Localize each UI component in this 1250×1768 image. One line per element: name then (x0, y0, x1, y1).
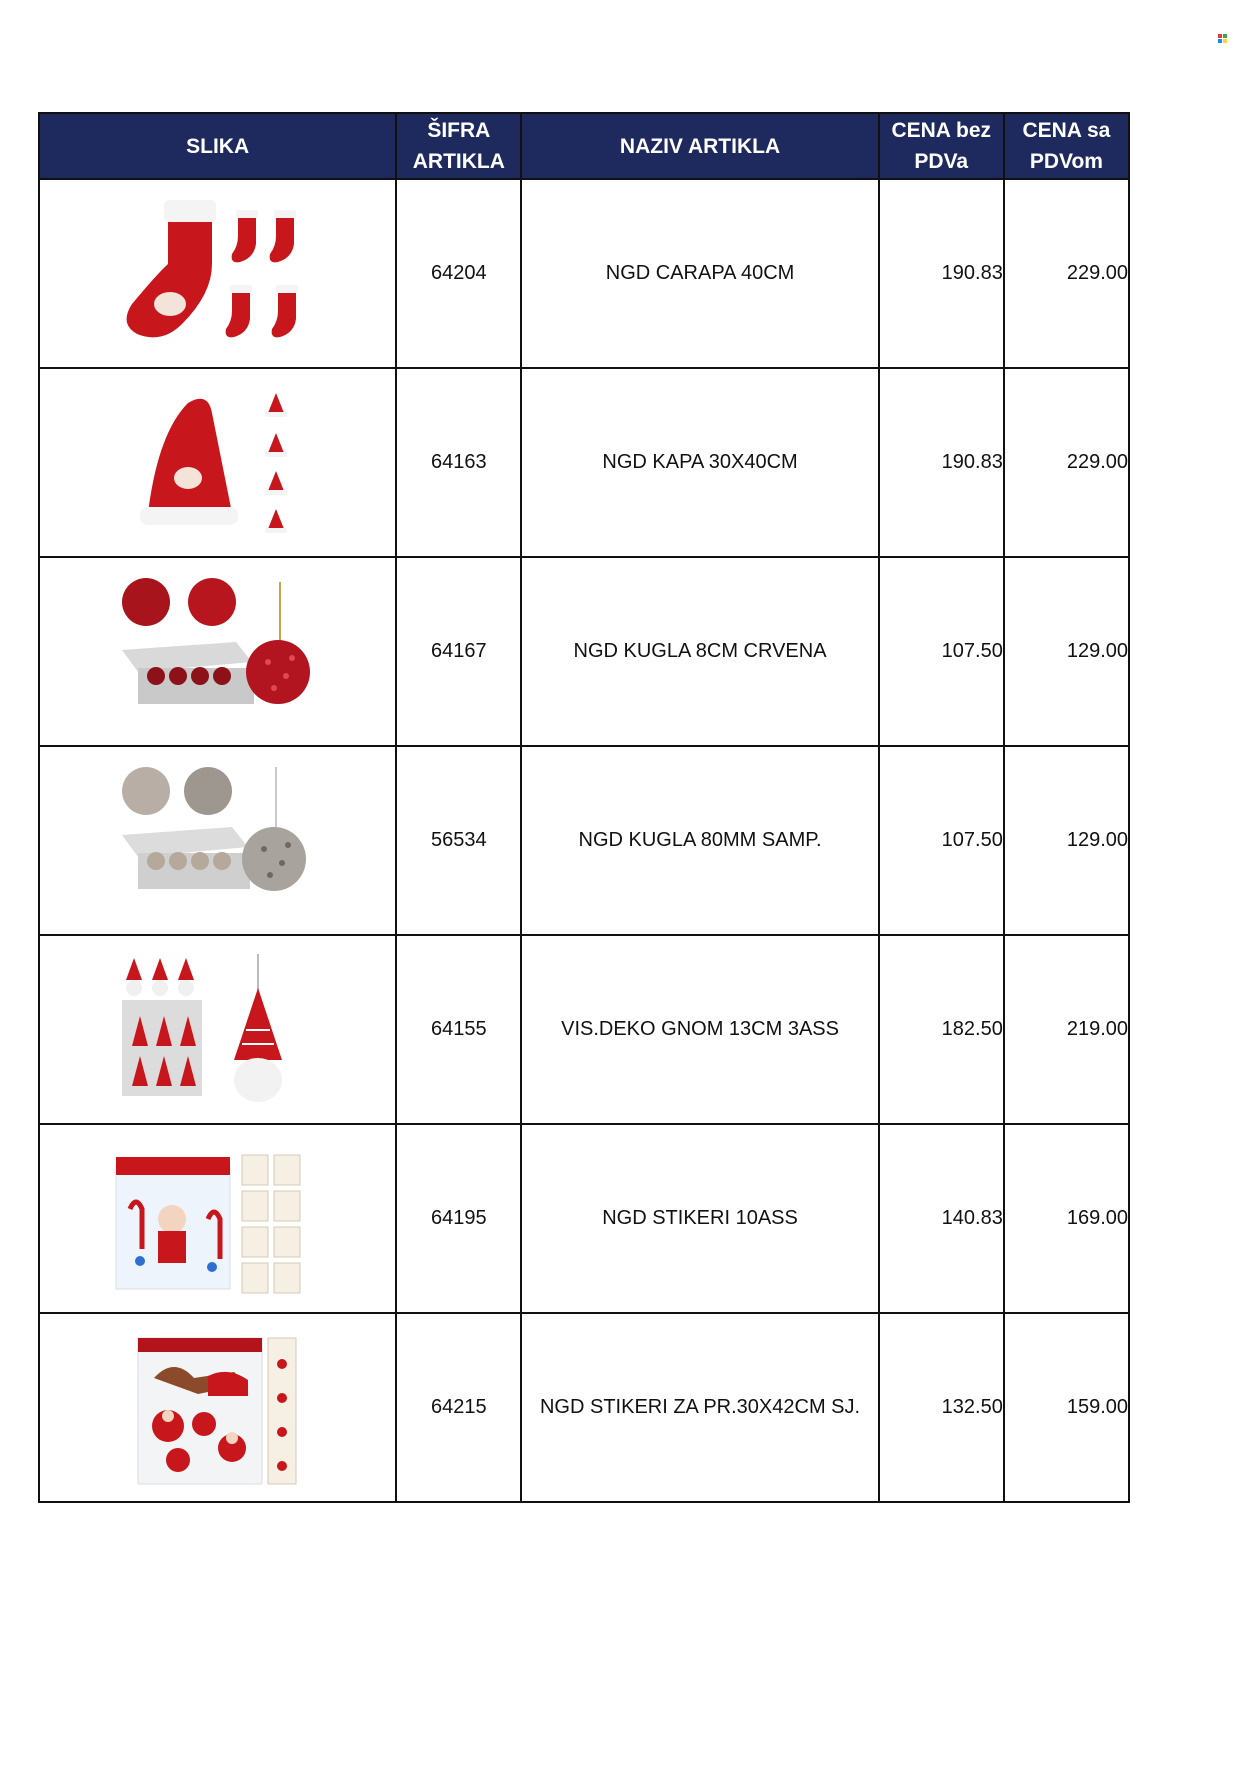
price-net: 107.50 (879, 557, 1004, 746)
price-gross: 219.00 (1004, 935, 1129, 1124)
price-gross: 159.00 (1004, 1313, 1129, 1502)
red-ornament-balls-image (108, 572, 328, 732)
product-name: NGD KUGLA 8CM CRVENA (521, 557, 878, 746)
header-price-net: CENA bez PDVa (879, 113, 1004, 179)
product-image-cell (39, 935, 396, 1124)
product-code: 64215 (396, 1313, 521, 1502)
corner-logo-mark (1218, 34, 1227, 43)
product-code: 64167 (396, 557, 521, 746)
price-gross: 229.00 (1004, 179, 1129, 368)
table-row (39, 557, 1129, 746)
price-gross: 229.00 (1004, 368, 1129, 557)
price-gross: 129.00 (1004, 746, 1129, 935)
product-image-cell (39, 1124, 396, 1313)
price-net: 132.50 (879, 1313, 1004, 1502)
price-net: 140.83 (879, 1124, 1004, 1313)
table-row (39, 368, 1129, 557)
product-name: VIS.DEKO GNOM 13CM 3ASS (521, 935, 878, 1124)
christmas-stockings-image (108, 194, 328, 354)
price-net: 190.83 (879, 368, 1004, 557)
product-code: 56534 (396, 746, 521, 935)
product-code: 64155 (396, 935, 521, 1124)
santa-hats-image (108, 383, 328, 543)
header-image: SLIKA (39, 113, 396, 179)
product-name: NGD STIKERI ZA PR.30X42CM SJ. (521, 1313, 878, 1502)
window-stickers-sleigh-image (108, 1328, 328, 1488)
product-name: NGD CARAPA 40CM (521, 179, 878, 368)
price-net: 182.50 (879, 935, 1004, 1124)
product-image-cell (39, 179, 396, 368)
product-price-table (38, 112, 1130, 1503)
champagne-ornament-balls-image (108, 761, 328, 921)
header-price-gross: CENA sa PDVom (1004, 113, 1129, 179)
price-net: 190.83 (879, 179, 1004, 368)
product-image-cell (39, 557, 396, 746)
product-image-cell (39, 368, 396, 557)
table-row (39, 746, 1129, 935)
table-row (39, 1313, 1129, 1502)
table-row (39, 179, 1129, 368)
table-header-row (39, 113, 1129, 179)
product-image-cell (39, 746, 396, 935)
hanging-gnomes-image (108, 950, 328, 1110)
product-code: 64204 (396, 179, 521, 368)
header-code: ŠIFRA ARTIKLA (396, 113, 521, 179)
product-name: NGD KUGLA 80MM SAMP. (521, 746, 878, 935)
header-name: NAZIV ARTIKLA (521, 113, 878, 179)
price-gross: 129.00 (1004, 557, 1129, 746)
product-code: 64195 (396, 1124, 521, 1313)
window-stickers-santa-image (108, 1139, 328, 1299)
product-name: NGD STIKERI 10ASS (521, 1124, 878, 1313)
table-row (39, 1124, 1129, 1313)
product-image-cell (39, 1313, 396, 1502)
product-name: NGD KAPA 30X40CM (521, 368, 878, 557)
table-row (39, 935, 1129, 1124)
product-code: 64163 (396, 368, 521, 557)
price-net: 107.50 (879, 746, 1004, 935)
price-gross: 169.00 (1004, 1124, 1129, 1313)
